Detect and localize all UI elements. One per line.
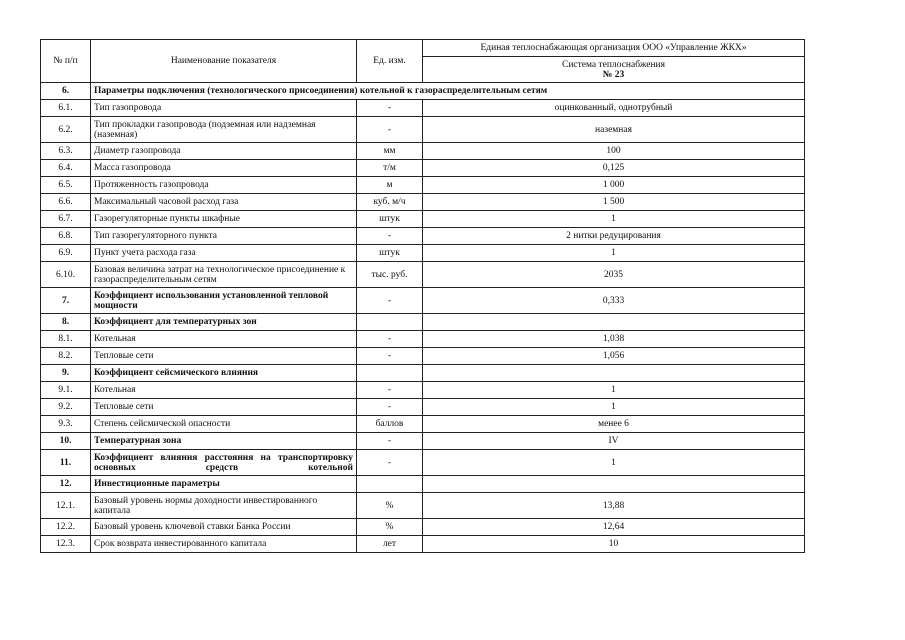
row-name: Пункт учета расхода газа bbox=[91, 245, 357, 262]
row-name: Котельная bbox=[91, 382, 357, 399]
row-number: 6.2. bbox=[41, 117, 91, 143]
table-row bbox=[41, 117, 805, 143]
table-row bbox=[41, 348, 805, 365]
row-unit: м bbox=[357, 177, 423, 194]
header-name: Наименование показателя bbox=[91, 40, 357, 83]
row-number: 8. bbox=[41, 314, 91, 331]
row-value: 2035 bbox=[423, 262, 805, 288]
row-unit: тыс. руб. bbox=[357, 262, 423, 288]
row-unit bbox=[357, 365, 423, 382]
row-value: 1 bbox=[423, 211, 805, 228]
table-row bbox=[41, 433, 805, 450]
row-value: 2 нитки редуцирования bbox=[423, 228, 805, 245]
table-row bbox=[41, 194, 805, 211]
row-number: 10. bbox=[41, 433, 91, 450]
row-number: 6.1. bbox=[41, 100, 91, 117]
row-name: Протяженность газопровода bbox=[91, 177, 357, 194]
row-name: Срок возврата инвестированного капитала bbox=[91, 536, 357, 553]
row-number: 12.1. bbox=[41, 493, 91, 519]
row-unit: - bbox=[357, 288, 423, 314]
row-value: 1,038 bbox=[423, 331, 805, 348]
row-value: 1 bbox=[423, 382, 805, 399]
row-value: 1 bbox=[423, 399, 805, 416]
row-number: 12.2. bbox=[41, 519, 91, 536]
row-value: 1,056 bbox=[423, 348, 805, 365]
row-unit: баллов bbox=[357, 416, 423, 433]
row-name: Тип газорегуляторного пункта bbox=[91, 228, 357, 245]
table-row bbox=[41, 536, 805, 553]
table-row bbox=[41, 211, 805, 228]
table-row bbox=[41, 83, 805, 100]
row-name: Коэффициент использования установленной тепловой мощности bbox=[91, 288, 357, 314]
row-number: 6.9. bbox=[41, 245, 91, 262]
table-row bbox=[41, 143, 805, 160]
row-name: Тип газопровода bbox=[91, 100, 357, 117]
row-number: 8.2. bbox=[41, 348, 91, 365]
row-unit: мм bbox=[357, 143, 423, 160]
row-number: 9. bbox=[41, 365, 91, 382]
row-unit: - bbox=[357, 117, 423, 143]
row-name: Коэффициент влияния расстояния на транспортировку основных средств котельной bbox=[91, 450, 357, 476]
row-name: Инвестиционные параметры bbox=[91, 476, 357, 493]
row-value bbox=[423, 314, 805, 331]
table-row bbox=[41, 476, 805, 493]
row-value: 1 500 bbox=[423, 194, 805, 211]
table-row bbox=[41, 416, 805, 433]
row-unit: штук bbox=[357, 211, 423, 228]
table-row bbox=[41, 177, 805, 194]
row-number: 12. bbox=[41, 476, 91, 493]
row-number: 9.2. bbox=[41, 399, 91, 416]
row-number: 6.7. bbox=[41, 211, 91, 228]
row-name: Базовый уровень нормы доходности инвестированного капитала bbox=[91, 493, 357, 519]
row-value: 0,333 bbox=[423, 288, 805, 314]
header-org: Единая теплоснабжающая организация ООО «Управление ЖКХ» bbox=[423, 40, 805, 57]
table-row bbox=[41, 228, 805, 245]
parameters-table bbox=[40, 39, 805, 553]
row-name: Диаметр газопровода bbox=[91, 143, 357, 160]
row-unit bbox=[357, 314, 423, 331]
table-row bbox=[41, 382, 805, 399]
row-name: Масса газопровода bbox=[91, 160, 357, 177]
row-value bbox=[423, 365, 805, 382]
row-number: 6.4. bbox=[41, 160, 91, 177]
table-row bbox=[41, 399, 805, 416]
row-number: 6.10. bbox=[41, 262, 91, 288]
row-value: 13,88 bbox=[423, 493, 805, 519]
row-name: Тепловые сети bbox=[91, 348, 357, 365]
row-number: 6. bbox=[41, 83, 91, 100]
row-number: 8.1. bbox=[41, 331, 91, 348]
table-row bbox=[41, 262, 805, 288]
header-system-label: Система теплоснабжения bbox=[561, 59, 666, 70]
row-name: Максимальный часовой расход газа bbox=[91, 194, 357, 211]
row-unit: лет bbox=[357, 536, 423, 553]
row-unit: штук bbox=[357, 245, 423, 262]
header-system bbox=[423, 57, 805, 83]
row-unit: - bbox=[357, 331, 423, 348]
row-number: 12.3. bbox=[41, 536, 91, 553]
row-unit: - bbox=[357, 450, 423, 476]
header-unit: Ед. изм. bbox=[357, 40, 423, 83]
row-unit: т/м bbox=[357, 160, 423, 177]
row-unit: - bbox=[357, 100, 423, 117]
row-unit: - bbox=[357, 348, 423, 365]
header-system-number: № 23 bbox=[602, 69, 625, 80]
row-name: Температурная зона bbox=[91, 433, 357, 450]
row-unit: - bbox=[357, 228, 423, 245]
row-value: 1 bbox=[423, 245, 805, 262]
row-unit bbox=[357, 476, 423, 493]
row-name: Параметры подключения (технологического присоединения) котельной к газораспределительным сетям bbox=[91, 83, 805, 100]
row-number: 9.1. bbox=[41, 382, 91, 399]
row-name: Базовая величина затрат на технологическое присоединение к газораспределительным сетям bbox=[91, 262, 357, 288]
row-name: Газорегуляторные пункты шкафные bbox=[91, 211, 357, 228]
table-row bbox=[41, 160, 805, 177]
row-value: менее 6 bbox=[423, 416, 805, 433]
row-unit: - bbox=[357, 399, 423, 416]
row-number: 9.3. bbox=[41, 416, 91, 433]
row-unit: % bbox=[357, 519, 423, 536]
row-value: 1 bbox=[423, 450, 805, 476]
row-number: 6.6. bbox=[41, 194, 91, 211]
row-number: 6.8. bbox=[41, 228, 91, 245]
table-row bbox=[41, 314, 805, 331]
table-row bbox=[41, 519, 805, 536]
row-unit: % bbox=[357, 493, 423, 519]
row-name: Тепловые сети bbox=[91, 399, 357, 416]
row-value: 100 bbox=[423, 143, 805, 160]
row-number: 6.5. bbox=[41, 177, 91, 194]
row-name: Коэффициент сейсмического влияния bbox=[91, 365, 357, 382]
table-row bbox=[41, 450, 805, 476]
row-name: Коэффициент для температурных зон bbox=[91, 314, 357, 331]
row-unit: куб. м/ч bbox=[357, 194, 423, 211]
row-number: 6.3. bbox=[41, 143, 91, 160]
row-value: 12,64 bbox=[423, 519, 805, 536]
row-name: Котельная bbox=[91, 331, 357, 348]
row-value: наземная bbox=[423, 117, 805, 143]
row-value: IV bbox=[423, 433, 805, 450]
header-num: № п/п bbox=[41, 40, 91, 83]
row-value bbox=[423, 476, 805, 493]
row-number: 7. bbox=[41, 288, 91, 314]
table-row bbox=[41, 331, 805, 348]
row-name: Базовый уровень ключевой ставки Банка России bbox=[91, 519, 357, 536]
row-value: оцинкованный, однотрубный bbox=[423, 100, 805, 117]
table-row bbox=[41, 100, 805, 117]
row-name: Степень сейсмической опасности bbox=[91, 416, 357, 433]
table-row bbox=[41, 288, 805, 314]
row-name: Тип прокладки газопровода (подземная или надземная (наземная) bbox=[91, 117, 357, 143]
row-number: 11. bbox=[41, 450, 91, 476]
row-value: 10 bbox=[423, 536, 805, 553]
table-row bbox=[41, 365, 805, 382]
table-row bbox=[41, 493, 805, 519]
row-value: 1 000 bbox=[423, 177, 805, 194]
row-unit: - bbox=[357, 382, 423, 399]
row-value: 0,125 bbox=[423, 160, 805, 177]
row-unit: - bbox=[357, 433, 423, 450]
table-row bbox=[41, 245, 805, 262]
